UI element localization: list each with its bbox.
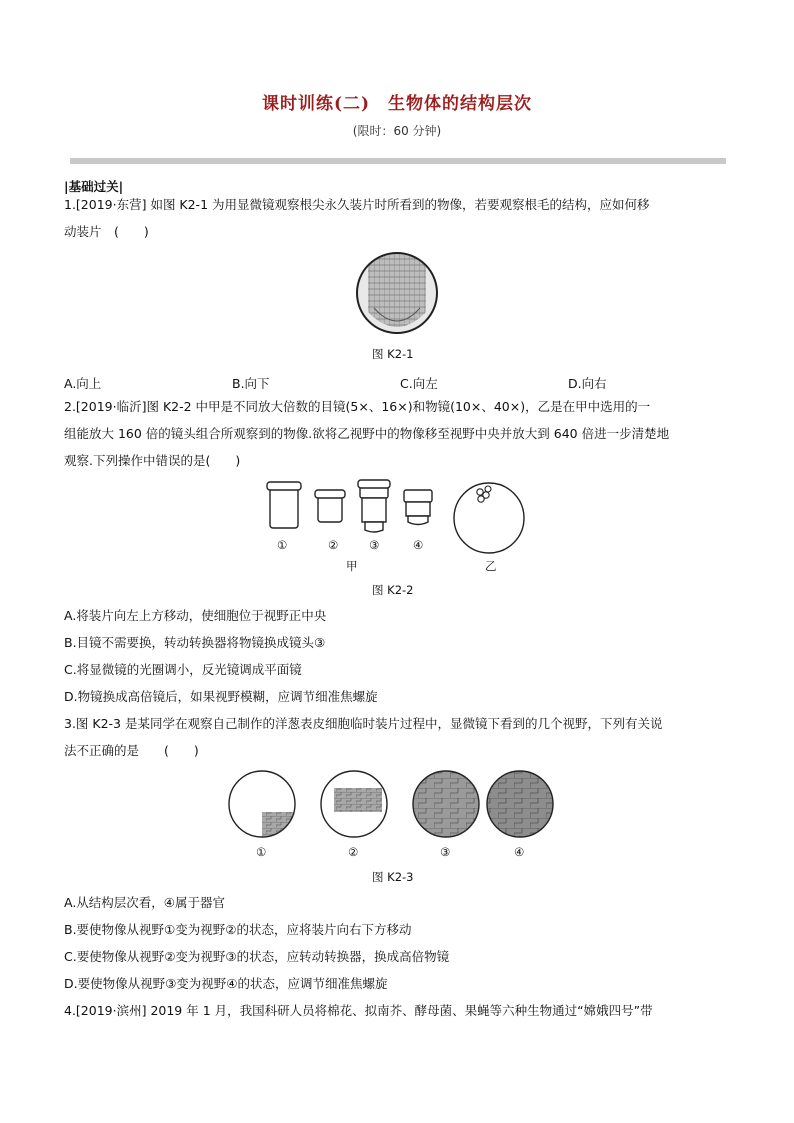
field-view-3 xyxy=(413,771,479,837)
group-label-yi: 乙 xyxy=(485,559,497,573)
q3-option-b: B.要使物像从视野①变为视野②的状态，应将装片向右下方移动 xyxy=(64,922,412,937)
q2-option-c: C.将显微镜的光圈调小，反光镜调成平面镜 xyxy=(64,662,302,677)
field-view-2 xyxy=(321,771,387,837)
field-view-4 xyxy=(487,771,553,837)
figure-k2-2-lenses xyxy=(262,476,542,556)
q2-stem-line1: 2.[2019·临沂]图 K2-2 中甲是不同放大倍数的目镜(5×、16×)和物镜(10×、40×)，乙是在甲中选用的一 xyxy=(64,399,651,414)
lens-label-2: ② xyxy=(328,538,339,552)
q3-option-a: A.从结构层次看，④属于器官 xyxy=(64,895,226,910)
q2-stem-line3: 观察.下列操作中错误的是( ) xyxy=(64,453,241,468)
q2-option-a: A.将装片向左上方移动，使细胞位于视野正中央 xyxy=(64,608,327,623)
q1-option-d: D.向右 xyxy=(568,376,607,391)
field-view-1 xyxy=(229,771,302,840)
q3-stem-line2: 法不正确的是 ( ) xyxy=(64,743,199,758)
q1-stem-line1: 1.[2019·东营] 如图 K2-1 为用显微镜观察根尖永久装片时所看到的物像，若要观察根毛的结构，应如何移 xyxy=(64,197,650,212)
time-limit: (限时：60 分钟) xyxy=(352,124,442,138)
figure-k2-1-root-tip xyxy=(354,250,440,336)
section-label: |基础过关| xyxy=(64,179,124,194)
q1-option-a: A.向上 xyxy=(64,376,102,391)
figure-k2-1-caption: 图 K2-1 xyxy=(372,347,414,361)
q2-option-d: D.物镜换成高倍镜后，如果视野模糊，应调节细准焦螺旋 xyxy=(64,689,378,704)
lens-label-4: ④ xyxy=(413,538,424,552)
view-label-1: ① xyxy=(256,845,267,859)
lens-label-3: ③ xyxy=(369,538,380,552)
group-label-jia: 甲 xyxy=(346,559,358,573)
view-label-2: ② xyxy=(348,845,359,859)
q2-stem-line2: 组能放大 160 倍的镜头组合所观察到的物像.欲将乙视野中的物像移至视野中央并放大到 640 倍进一步清楚地 xyxy=(64,426,670,441)
q3-stem-line1: 3.图 K2-3 是某同学在观察自己制作的洋葱表皮细胞临时装片过程中，显微镜下看到的几个视野，下列有关说 xyxy=(64,716,663,731)
figure-k2-3-caption: 图 K2-3 xyxy=(372,870,414,884)
figure-k2-3-fields xyxy=(226,768,556,840)
objective-lens-3 xyxy=(358,480,390,488)
figure-k2-2-caption: 图 K2-2 xyxy=(372,583,414,597)
header-divider xyxy=(70,158,726,164)
page-title: 课时训练(二) 生物体的结构层次 xyxy=(261,94,533,114)
view-label-3: ③ xyxy=(440,845,451,859)
q2-option-b: B.目镜不需要换，转动转换器将物镜换成镜头③ xyxy=(64,635,326,650)
q1-option-b: B.向下 xyxy=(232,376,270,391)
objective-lens-4 xyxy=(404,490,432,502)
eyepiece-lens-1 xyxy=(270,488,298,528)
view-label-4: ④ xyxy=(514,845,525,859)
lens-label-1: ① xyxy=(277,538,288,552)
q1-stem-line2: 动装片 ( ) xyxy=(64,224,149,239)
q3-option-d: D.要使物像从视野③变为视野④的状态，应调节细准焦螺旋 xyxy=(64,976,388,991)
q4-stem-line1: 4.[2019·滨州] 2019 年 1 月，我国科研人员将棉花、拟南芥、酵母菌、果蝇等六种生物通过“嫦娥四号”带 xyxy=(64,1003,653,1018)
eyepiece-lens-2 xyxy=(318,496,342,522)
q1-option-c: C.向左 xyxy=(400,376,438,391)
q3-option-c: C.要使物像从视野②变为视野③的状态，应转动转换器，换成高倍物镜 xyxy=(64,949,450,964)
